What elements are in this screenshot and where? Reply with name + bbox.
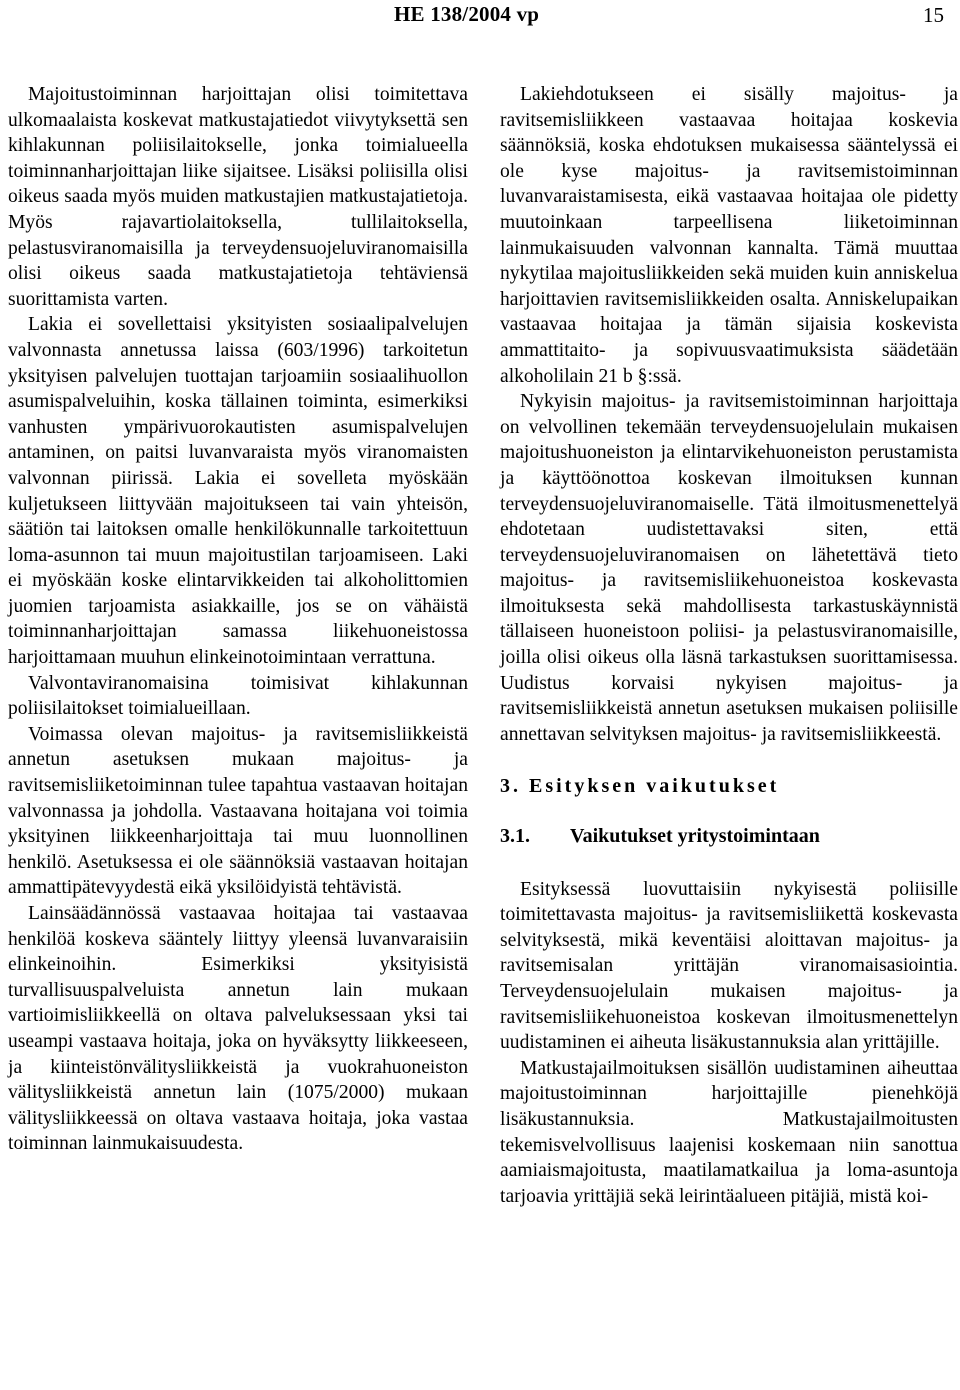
paragraph: Valvontaviranomaisina toimisivat kihlakunnan poliisilaitokset toimialueillaan. xyxy=(8,672,468,720)
subsection-number: 3.1. xyxy=(500,825,530,848)
paragraph: Voimassa olevan majoitus- ja ravitsemisliikkeistä annetun asetuksen mukaan majoitus- ja ravitsemisliiketoiminnan tulee tapahtua vastaavan hoitajan valvonnassa ja johdolla. Vastaavana hoitajana voi toimia yksityinen liikkeenharjoittaja tai muu luonnollinen henkilö. Asetuksessa ei ole säännöksiä vastaavan hoitajan ammattipätevyydestä eikä yksilöidyistä tehtävistä. xyxy=(8,723,468,899)
left-column xyxy=(8,82,468,1157)
paragraph: Lakia ei sovellettaisi yksityisten sosiaalipalvelujen valvonnasta annetussa laissa (603/1996) tarkoitetun yksityisen palvelujen tuottajan tarjoamiin sosiaalihuollon asumispalveluihin, koska tällainen toiminta, esimerkiksi vanhusten ympärivuorokautisten asumispalvelujen antaminen, on paitsi luvanvaraista myös viranomaisten valvonnan piirissä. Lakia ei sovelleta myöskään kuljetukseen liittyvään majoitukseen tai vain yhteisön, säätiön tai laitoksen omalle henkilökunnalle tarkoitettuun loma-asunnon tai muun majoitustilan tarjoamiseen. Laki ei myöskään koske elintarvikkeiden tai alkoholittomien juomien tarjoamista asiakkaille, jos se on vähäistä toiminnanharjoittajan samassa liikehuoneistossa harjoittamaan muuhun elinkeinotoimintaan verrattuna. xyxy=(8,314,468,669)
page-number: 15 xyxy=(923,3,944,27)
page-header xyxy=(0,0,960,30)
paragraph: Esityksessä luovuttaisiin nykyisestä poliisille toimitettavasta majoitus- ja ravitsemisliikettä koskevasta selvityksestä, mikä keventäisi aloittavan majoitus- ja ravitsemisalan yrittäjän viranomaisasiointia. Terveydensuojelulain mukaisen majoitus- ja ravitsemisliikehuoneistoa koskevan ilmoitusmenettelyn uudistaminen ei aiheuta lisäkustannuksia alan yrittäjille. xyxy=(500,878,958,1054)
subsection-heading xyxy=(500,824,958,850)
paragraph: Lakiehdotukseen ei sisälly majoitus- ja ravitsemisliikkeen vastaavaa hoitajaa koskevia säännöksiä, koska ehdotuksen mukaisessa sääntelyssä ei ole kyse majoitus- ja ravitsemistoiminnan luvanvaraistamisesta, eikä vastaavaa hoitajaa ole pidetty muutoinkaan tarpeellisena liiketoiminnan lainmukaisuuden valvonnan kannalta. Tämä muuttaa nykytilaa majoitusliikkeiden sekä muiden kuin anniskelua harjoittavien ravitsemisliikkeiden osalta. Anniskelupaikan vastaavaa hoitajaa ja tämän sijaisia koskevista ammattitaito- ja sopivuusvaatimuksista säädetään alkoholilain 21 b §:ssä. xyxy=(500,84,958,387)
document-identifier: HE 138/2004 vp xyxy=(394,2,540,26)
paragraph: Lainsäädännössä vastaavaa hoitajaa tai vastaavaa henkilöä koskeva sääntely liittyy yleensä luvanvaraisiin elinkeinoihin. Esimerkiksi yksityisistä turvallisuuspalveluista annetun lain mukaan vartioimisliikkeellä on oltava palveluksessaan yksi tai useampi vastaava hoitaja, joka on hyväksytty liikkeeseen, ja kiinteistönvälitysliikkeistä ja vuokrahuoneiston välitysliikkeistä annetun lain (1075/2000) mukaan välitysliikkeessä on oltava vastaava hoitaja, joka vastaa toiminnan lainmukaisuudesta. xyxy=(8,903,468,1155)
section-heading: 3. Esityksen vaikutukset xyxy=(500,775,780,798)
right-column xyxy=(500,82,958,1209)
subsection-title: Vaikutukset yritystoimintaan xyxy=(570,825,820,848)
paragraph: Nykyisin majoitus- ja ravitsemistoiminnan harjoittaja on velvollinen tekemään terveydensuojelulain mukaisen majoitushuoneiston ja elintarvikehuoneiston perustamista ja käyttöönottoa koskevan ilmoituksen kunnan terveydensuojeluviranomaiselle. Tätä ilmoitusmenettelyä ehdotetaan uudistettavaksi siten, että terveydensuojeluviranomaisen on lähetettävä tieto majoitus- ja ravitsemisliikehuoneistoa koskevasta ilmoituksesta sekä mahdollisesta tarkastuskäynnistä tällaiseen huoneistoon poliisi- ja pelastusviranomaisille, joilla olisi oikeus olla läsnä tarkastuksen suorittamisessa. Uudistus korvaisi nykyisen majoitus- ja ravitsemisliikkeistä annetun asetuksen mukaisen poliisille annettavan selvityksen majoitus- ja ravitsemisliikkeestä. xyxy=(500,391,958,745)
paragraph: Majoitustoiminnan harjoittajan olisi toimitettava ulkomaalaista koskevat matkustajatiedot viivytyksettä sen kihlakunnan poliisilaitokselle, jonka toimialueella toiminnanharjoittajan liike sijaitsee. Lisäksi poliisilla olisi oikeus saada myös muiden matkustajien matkustajatietoja. Myös rajavartiolaitoksella, tullilaitoksella, pelastusviranomaisilla ja terveydensuojeluviranomaisilla olisi oikeus saada matkustajatietoja tehtäviensä suorittamista varten. xyxy=(8,84,468,310)
paragraph: Matkustajailmoituksen sisällön uudistaminen aiheuttaa majoitustoiminnan harjoittajille pienehköjä lisäkustannuksia. Matkustajailmoitusten tekemisvelvollisuus laajenisi koskemaan niin sanottua aamiaismajoitusta, maatilamatkailua ja loma-asuntoja tarjoavia yrittäjiä sekä leirintäalueen pitäjiä, mistä koi- xyxy=(500,1057,958,1207)
